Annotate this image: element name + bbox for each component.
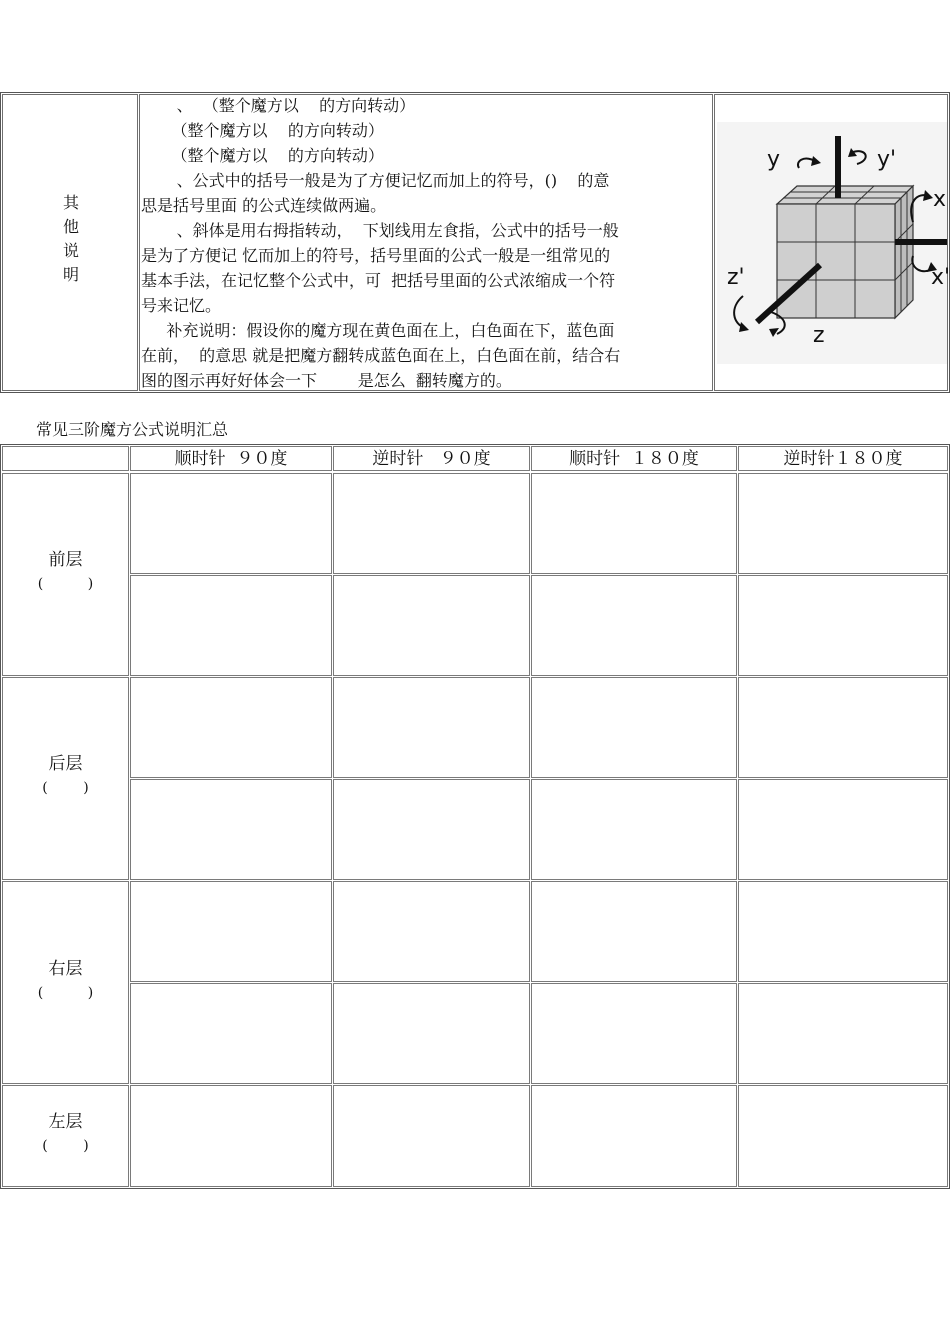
- row-label-right: [2, 881, 129, 1084]
- axis-label-z-prime: z': [727, 265, 745, 290]
- note-line: 图的图示再好好体会一下 是怎么 翻转魔方的。: [141, 371, 512, 390]
- note-line: 基本手法，在记忆整个公式中，可 把括号里面的公式浓缩成一个符: [141, 271, 616, 290]
- formula-cell: [333, 983, 530, 1084]
- header-cw-180: 顺时针 １８０度: [531, 446, 737, 471]
- other-notes-label: [3, 191, 139, 287]
- other-notes-table: [0, 92, 950, 393]
- formula-cell: [130, 1085, 332, 1187]
- label-char: 其: [62, 193, 79, 212]
- formula-cell: [738, 677, 948, 778]
- formula-cell: [738, 983, 948, 1084]
- note-line: （整个魔方以 的方向转动）: [141, 121, 384, 140]
- header-ccw-180: 逆时针１８０度: [738, 446, 948, 471]
- note-line: 号来记忆。: [141, 296, 222, 315]
- note-line: 、 （整个魔方以 的方向转动）: [141, 96, 416, 115]
- note-line: 补充说明：假设你的魔方现在黄色面在上，白色面在下，蓝色面: [141, 321, 615, 340]
- label-char: 说: [62, 241, 79, 260]
- layer-notation: ( ): [37, 576, 94, 592]
- axis-label-z: z: [813, 323, 825, 348]
- layer-notation: ( ): [37, 985, 94, 1001]
- note-line: 是为了方便记 忆而加上的符号，括号里面的公式一般是一组常见的: [141, 246, 611, 265]
- header-cw-90: 顺时针 ９０度: [130, 446, 332, 471]
- note-line: 、公式中的括号一般是为了方便记忆而加上的符号，() 的意: [141, 171, 610, 190]
- formula-cell: [531, 575, 737, 676]
- formula-cell: [333, 677, 530, 778]
- formula-cell: [130, 575, 332, 676]
- layer-name: 后层: [48, 754, 83, 774]
- layer-notation: ( ): [42, 1138, 89, 1154]
- axis-label-x-prime: x': [931, 265, 950, 290]
- formula-cell: [531, 779, 737, 880]
- layer-name: 前层: [48, 550, 83, 570]
- other-notes-label-cell: [2, 94, 138, 391]
- cube-rotation-cell: [714, 94, 948, 391]
- formula-cell: [130, 473, 332, 574]
- formula-cell: [333, 779, 530, 880]
- note-line: 思是括号里面 的公式连续做两遍。: [141, 196, 387, 215]
- formula-cell: [333, 881, 530, 982]
- axis-label-x: x: [933, 187, 947, 212]
- formula-cell: [333, 1085, 530, 1187]
- label-char: 明: [62, 265, 79, 284]
- formula-cell: [738, 881, 948, 982]
- cube-rotation-svg: [717, 122, 950, 364]
- formula-cell: [130, 881, 332, 982]
- formula-cell: [531, 677, 737, 778]
- formula-cell: [738, 779, 948, 880]
- axis-label-y-prime: y': [877, 147, 897, 172]
- other-notes-text-cell: [139, 94, 713, 391]
- header-empty: [2, 446, 129, 471]
- formula-cell: [130, 779, 332, 880]
- layer-name: 右层: [48, 959, 83, 979]
- cube-rotation-diagram: [717, 122, 950, 364]
- note-line: （整个魔方以 的方向转动）: [141, 146, 384, 165]
- formula-cell: [333, 473, 530, 574]
- layer-notation: ( ): [42, 780, 89, 796]
- formula-cell: [130, 983, 332, 1084]
- summary-title: 常见三阶魔方公式说明汇总: [36, 420, 229, 439]
- row-label-back: [2, 677, 129, 880]
- axis-label-y: y: [767, 147, 781, 172]
- formula-cell: [738, 1085, 948, 1187]
- formula-cell: [738, 575, 948, 676]
- note-line: 在前， 的意思 就是把魔方翻转成蓝色面在上，白色面在前，结合右: [141, 346, 621, 365]
- formula-cell: [531, 881, 737, 982]
- layer-name: 左层: [48, 1112, 83, 1132]
- label-char: 他: [62, 217, 79, 236]
- row-label-left: [2, 1085, 129, 1187]
- formula-cell: [531, 983, 737, 1084]
- formula-cell: [333, 575, 530, 676]
- formula-cell: [531, 1085, 737, 1187]
- formula-cell: [738, 473, 948, 574]
- header-ccw-90: 逆时针 ９０度: [333, 446, 530, 471]
- row-label-front: [2, 473, 129, 676]
- formula-cell: [531, 473, 737, 574]
- formula-cell: [130, 677, 332, 778]
- note-line: 、斜体是用右拇指转动， 下划线用左食指，公式中的括号一般: [141, 221, 619, 240]
- formula-summary-table: [0, 444, 950, 1189]
